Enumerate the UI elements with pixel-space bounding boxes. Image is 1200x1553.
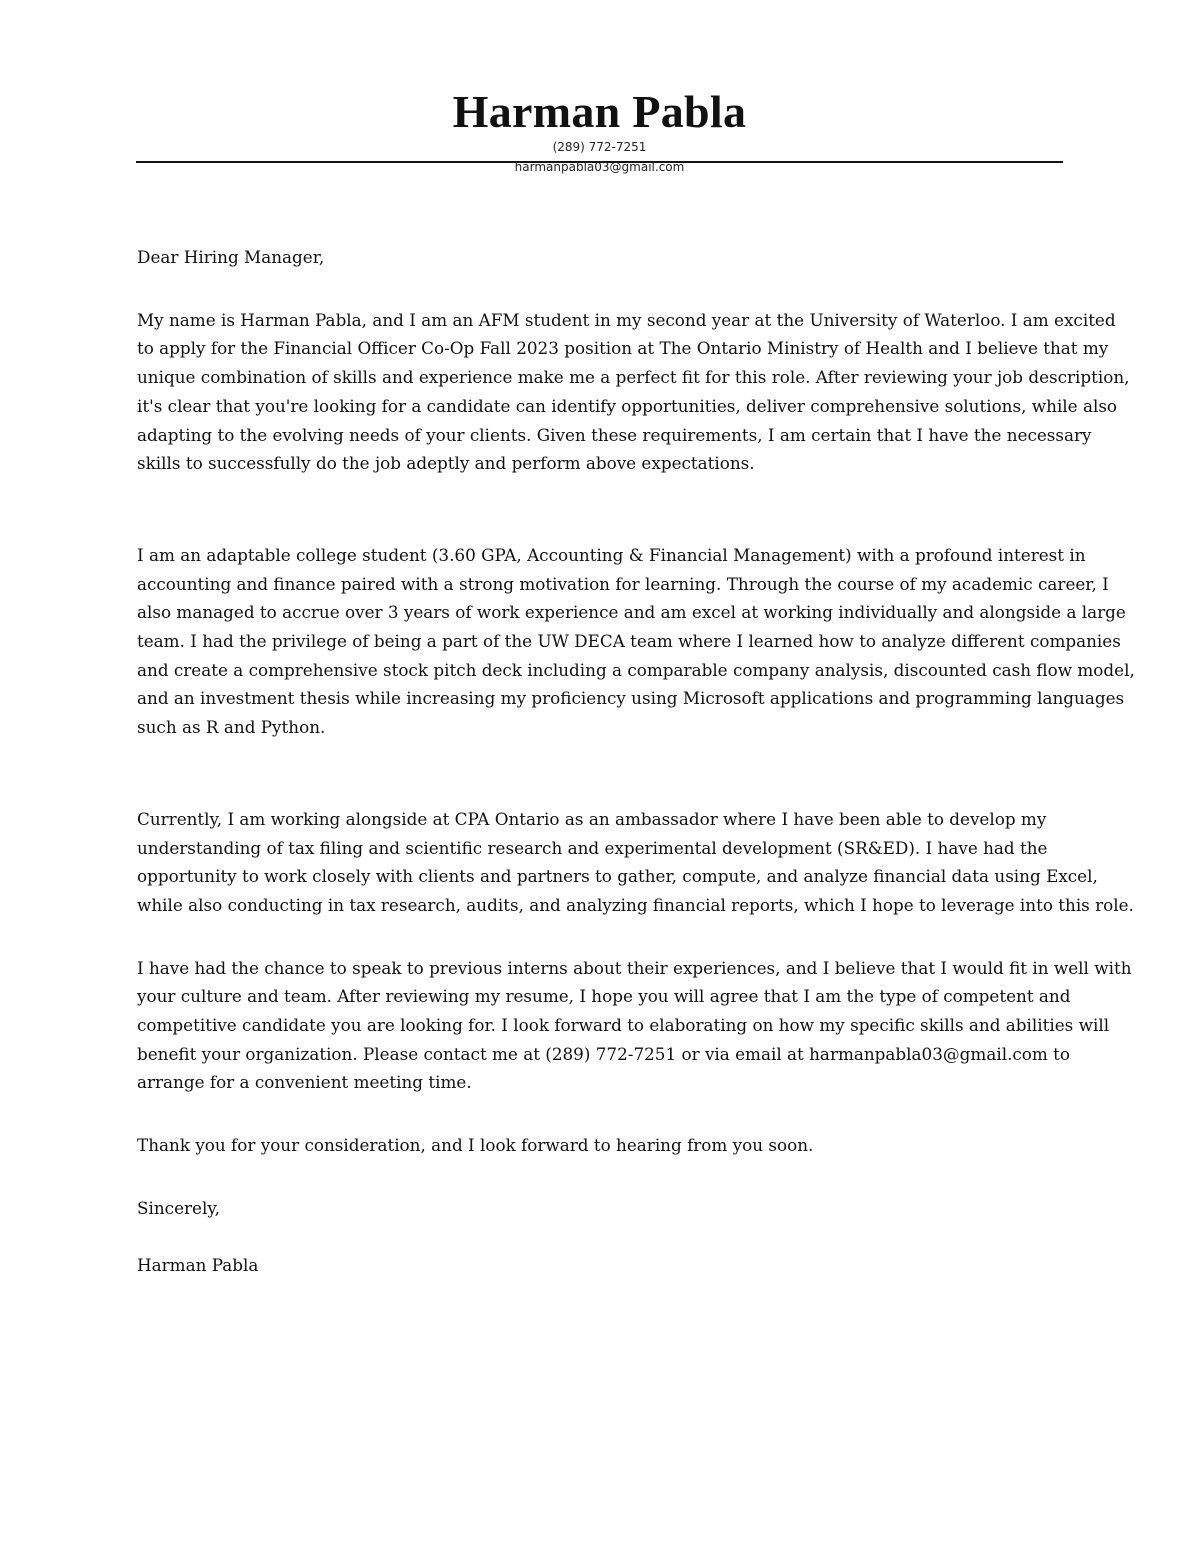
letterhead	[136, 86, 1063, 154]
signoff: Sincerely,	[137, 1197, 220, 1218]
author-phone: (289) 772-7251	[552, 140, 647, 154]
author-name: Harman Pabla	[452, 86, 747, 137]
signature-name: Harman Pabla	[137, 1254, 259, 1275]
paragraph-experience: Currently, I am working alongside at CPA Ontario as an ambassador where I have been able to develop my understanding of tax filing and scientific research and experimental development (SR&ED). I have had the opportunity to work closely with clients and partners to gather, compute, and analyze financial data using Excel, while also conducting in tax research, audits, and analyzing financial reports, which I hope to leverage into this role.	[137, 808, 1134, 915]
paragraph-intro: My name is Harman Pabla, and I am an AFM student in my second year at the University of Waterloo. I am excited to apply for the Financial Officer Co-Op Fall 2023 position at The Ontario Ministry of Health and I believe that my unique combination of skills and experience make me a perfect fit for this role. After reviewing your job description, it's clear that you're looking for a candidate can identify opportunities, deliver comprehensive solutions, while also adapting to the evolving needs of your clients. Given these requirements, I am certain that I have the necessary skills to successfully do the job adeptly and perform above expectations.	[137, 309, 1130, 474]
closing-line: Thank you for your consideration, and I look forward to hearing from you soon.	[137, 1135, 814, 1156]
greeting: Dear Hiring Manager,	[137, 247, 325, 267]
paragraph-education: I am an adaptable college student (3.60 GPA, Accounting & Financial Management) with a profound interest in accounting and finance paired with a strong motivation for learning. Through the course of my academic career, I also managed to accrue over 3 years of work experience and am excel at working individually and alongside a large team. I had the privilege of being a part of the UW DECA team where I learned how to analyze different companies and create a comprehensive stock pitch deck including a comparable company analysis, discounted cash flow model, and an investment thesis while increasing my proficiency using Microsoft applications and programming languages such as R and Python.	[137, 544, 1135, 738]
author-email: harmanpabla03@gmail.com	[514, 160, 685, 174]
letter-body	[137, 243, 1137, 1279]
paragraph-contact: I have had the chance to speak to previous interns about their experiences, and I believe that I would fit in well with your culture and team. After reviewing my resume, I hope you will agree that I am the type of competent and competitive candidate you are looking for. I look forward to elaborating on how my specific skills and abilities will benefit your organization. Please contact me at (289) 772-7251 or via email at harmanpabla03@gmail.com to arrange for a convenient meeting time.	[137, 957, 1132, 1093]
